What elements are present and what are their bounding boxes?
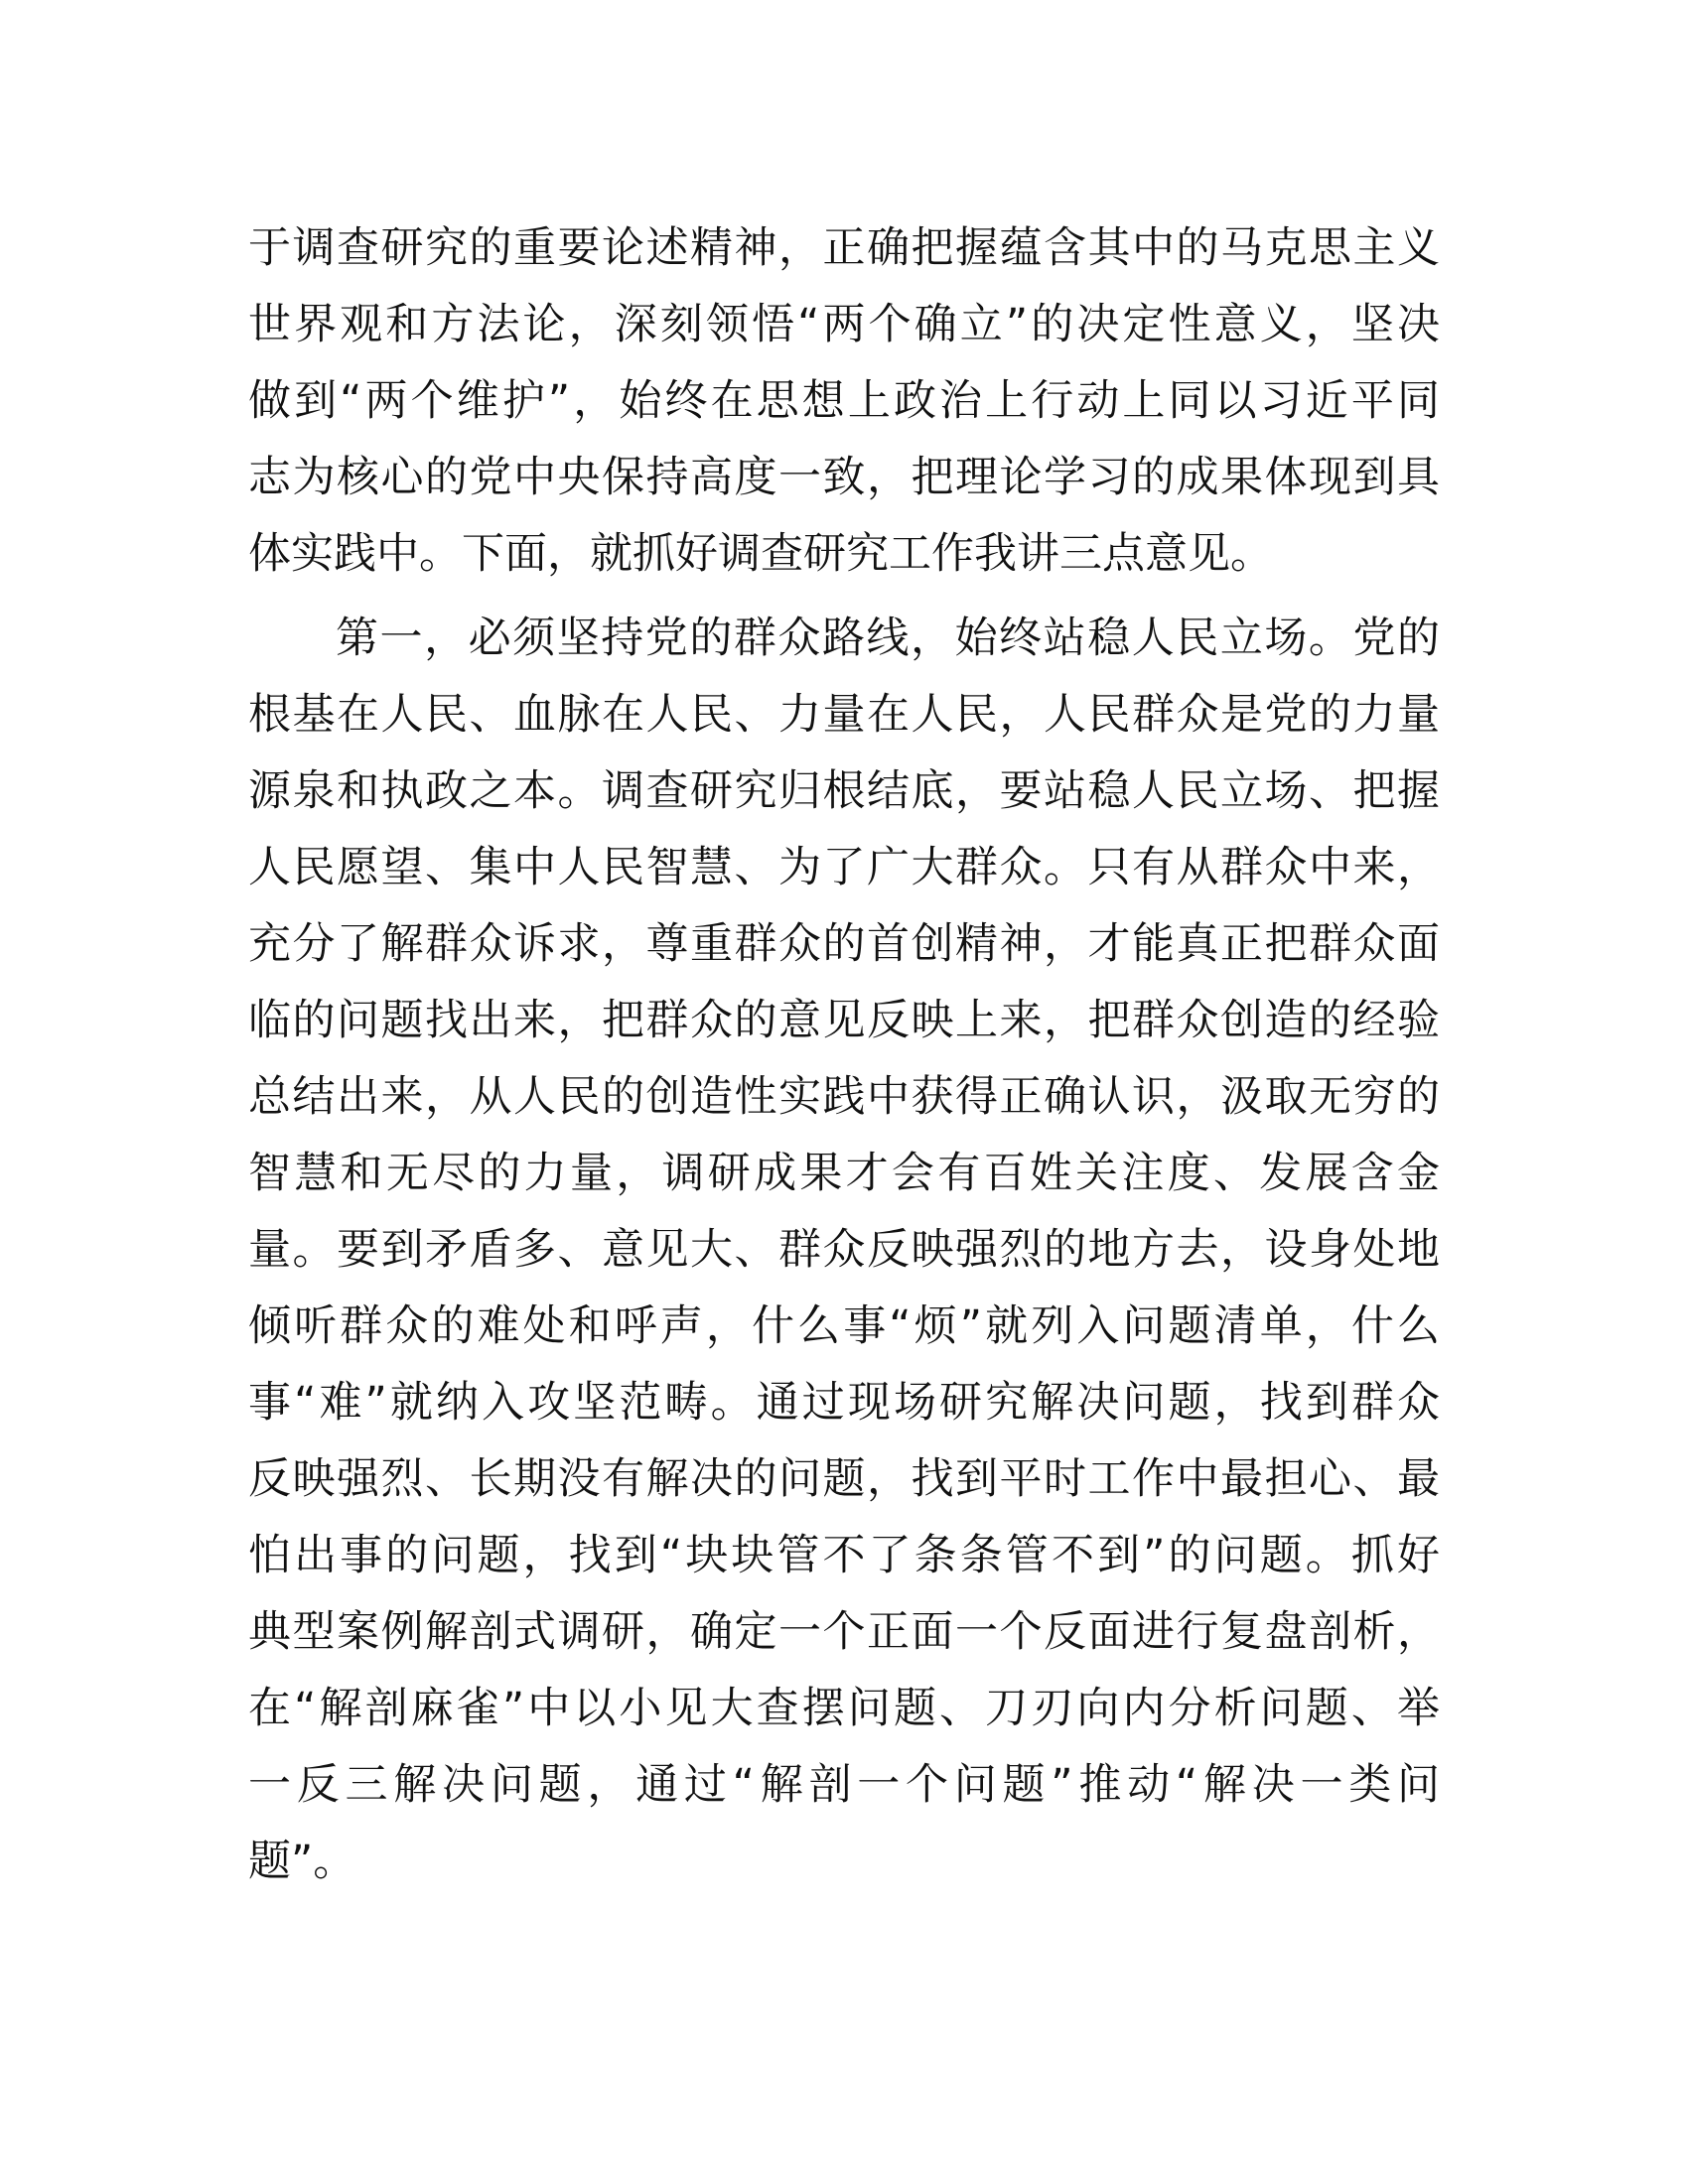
text-line: 第一，必须坚持党的群众路线，始终站稳人民立场。党的 xyxy=(336,614,1440,663)
text-line: 量。要到矛盾多、意见大、群众反映强烈的地方去，设身处地 xyxy=(248,1225,1440,1275)
paragraph-intro-continued xyxy=(248,210,1440,593)
paragraph-first-point xyxy=(248,601,1440,1900)
text-line: 临的问题找出来，把群众的意见反映上来，把群众创造的经验 xyxy=(248,996,1440,1045)
text-line: 总结出来，从人民的创造性实践中获得正确认识，汲取无穷的 xyxy=(248,1072,1440,1122)
text-line: 反映强烈、长期没有解决的问题，找到平时工作中最担心、最 xyxy=(248,1454,1440,1504)
text-line: 一反三解决问题，通过“解剖一个问题”推动“解决一类问 xyxy=(248,1760,1440,1810)
text-line: 世界观和方法论，深刻领悟“两个确立”的决定性意义，坚决 xyxy=(248,300,1440,349)
text-line: 充分了解群众诉求，尊重群众的首创精神，才能真正把群众面 xyxy=(248,919,1440,969)
text-line: 人民愿望、集中人民智慧、为了广大群众。只有从群众中来， xyxy=(248,843,1440,892)
text-line: 智慧和无尽的力量，调研成果才会有百姓关注度、发展含金 xyxy=(248,1149,1440,1198)
document-body xyxy=(248,210,1440,1900)
text-line: 根基在人民、血脉在人民、力量在人民，人民群众是党的力量 xyxy=(248,690,1440,740)
text-line: 做到“两个维护”，始终在思想上政治上行动上同以习近平同 xyxy=(248,376,1440,426)
text-line: 题”。 xyxy=(248,1837,356,1886)
text-line: 倾听群众的难处和呼声，什么事“烦”就列入问题清单，什么 xyxy=(248,1301,1440,1351)
text-line: 源泉和执政之本。调查研究归根结底，要站稳人民立场、把握 xyxy=(248,766,1440,816)
text-line: 志为核心的党中央保持高度一致，把理论学习的成果体现到具 xyxy=(248,453,1440,502)
paragraph-spacer xyxy=(248,593,1440,601)
text-line: 典型案例解剖式调研，确定一个正面一个反面进行复盘剖析， xyxy=(248,1607,1440,1657)
text-line: 体实践中。下面，就抓好调查研究工作我讲三点意见。 xyxy=(248,529,1273,579)
text-line: 事“难”就纳入攻坚范畴。通过现场研究解决问题，找到群众 xyxy=(248,1378,1440,1428)
text-line: 怕出事的问题，找到“块块管不了条条管不到”的问题。抓好 xyxy=(248,1531,1440,1580)
text-line: 于调查研究的重要论述精神，正确把握蕴含其中的马克思主义 xyxy=(248,223,1440,273)
text-line: 在“解剖麻雀”中以小见大查摆问题、刀刃向内分析问题、举 xyxy=(248,1684,1440,1733)
